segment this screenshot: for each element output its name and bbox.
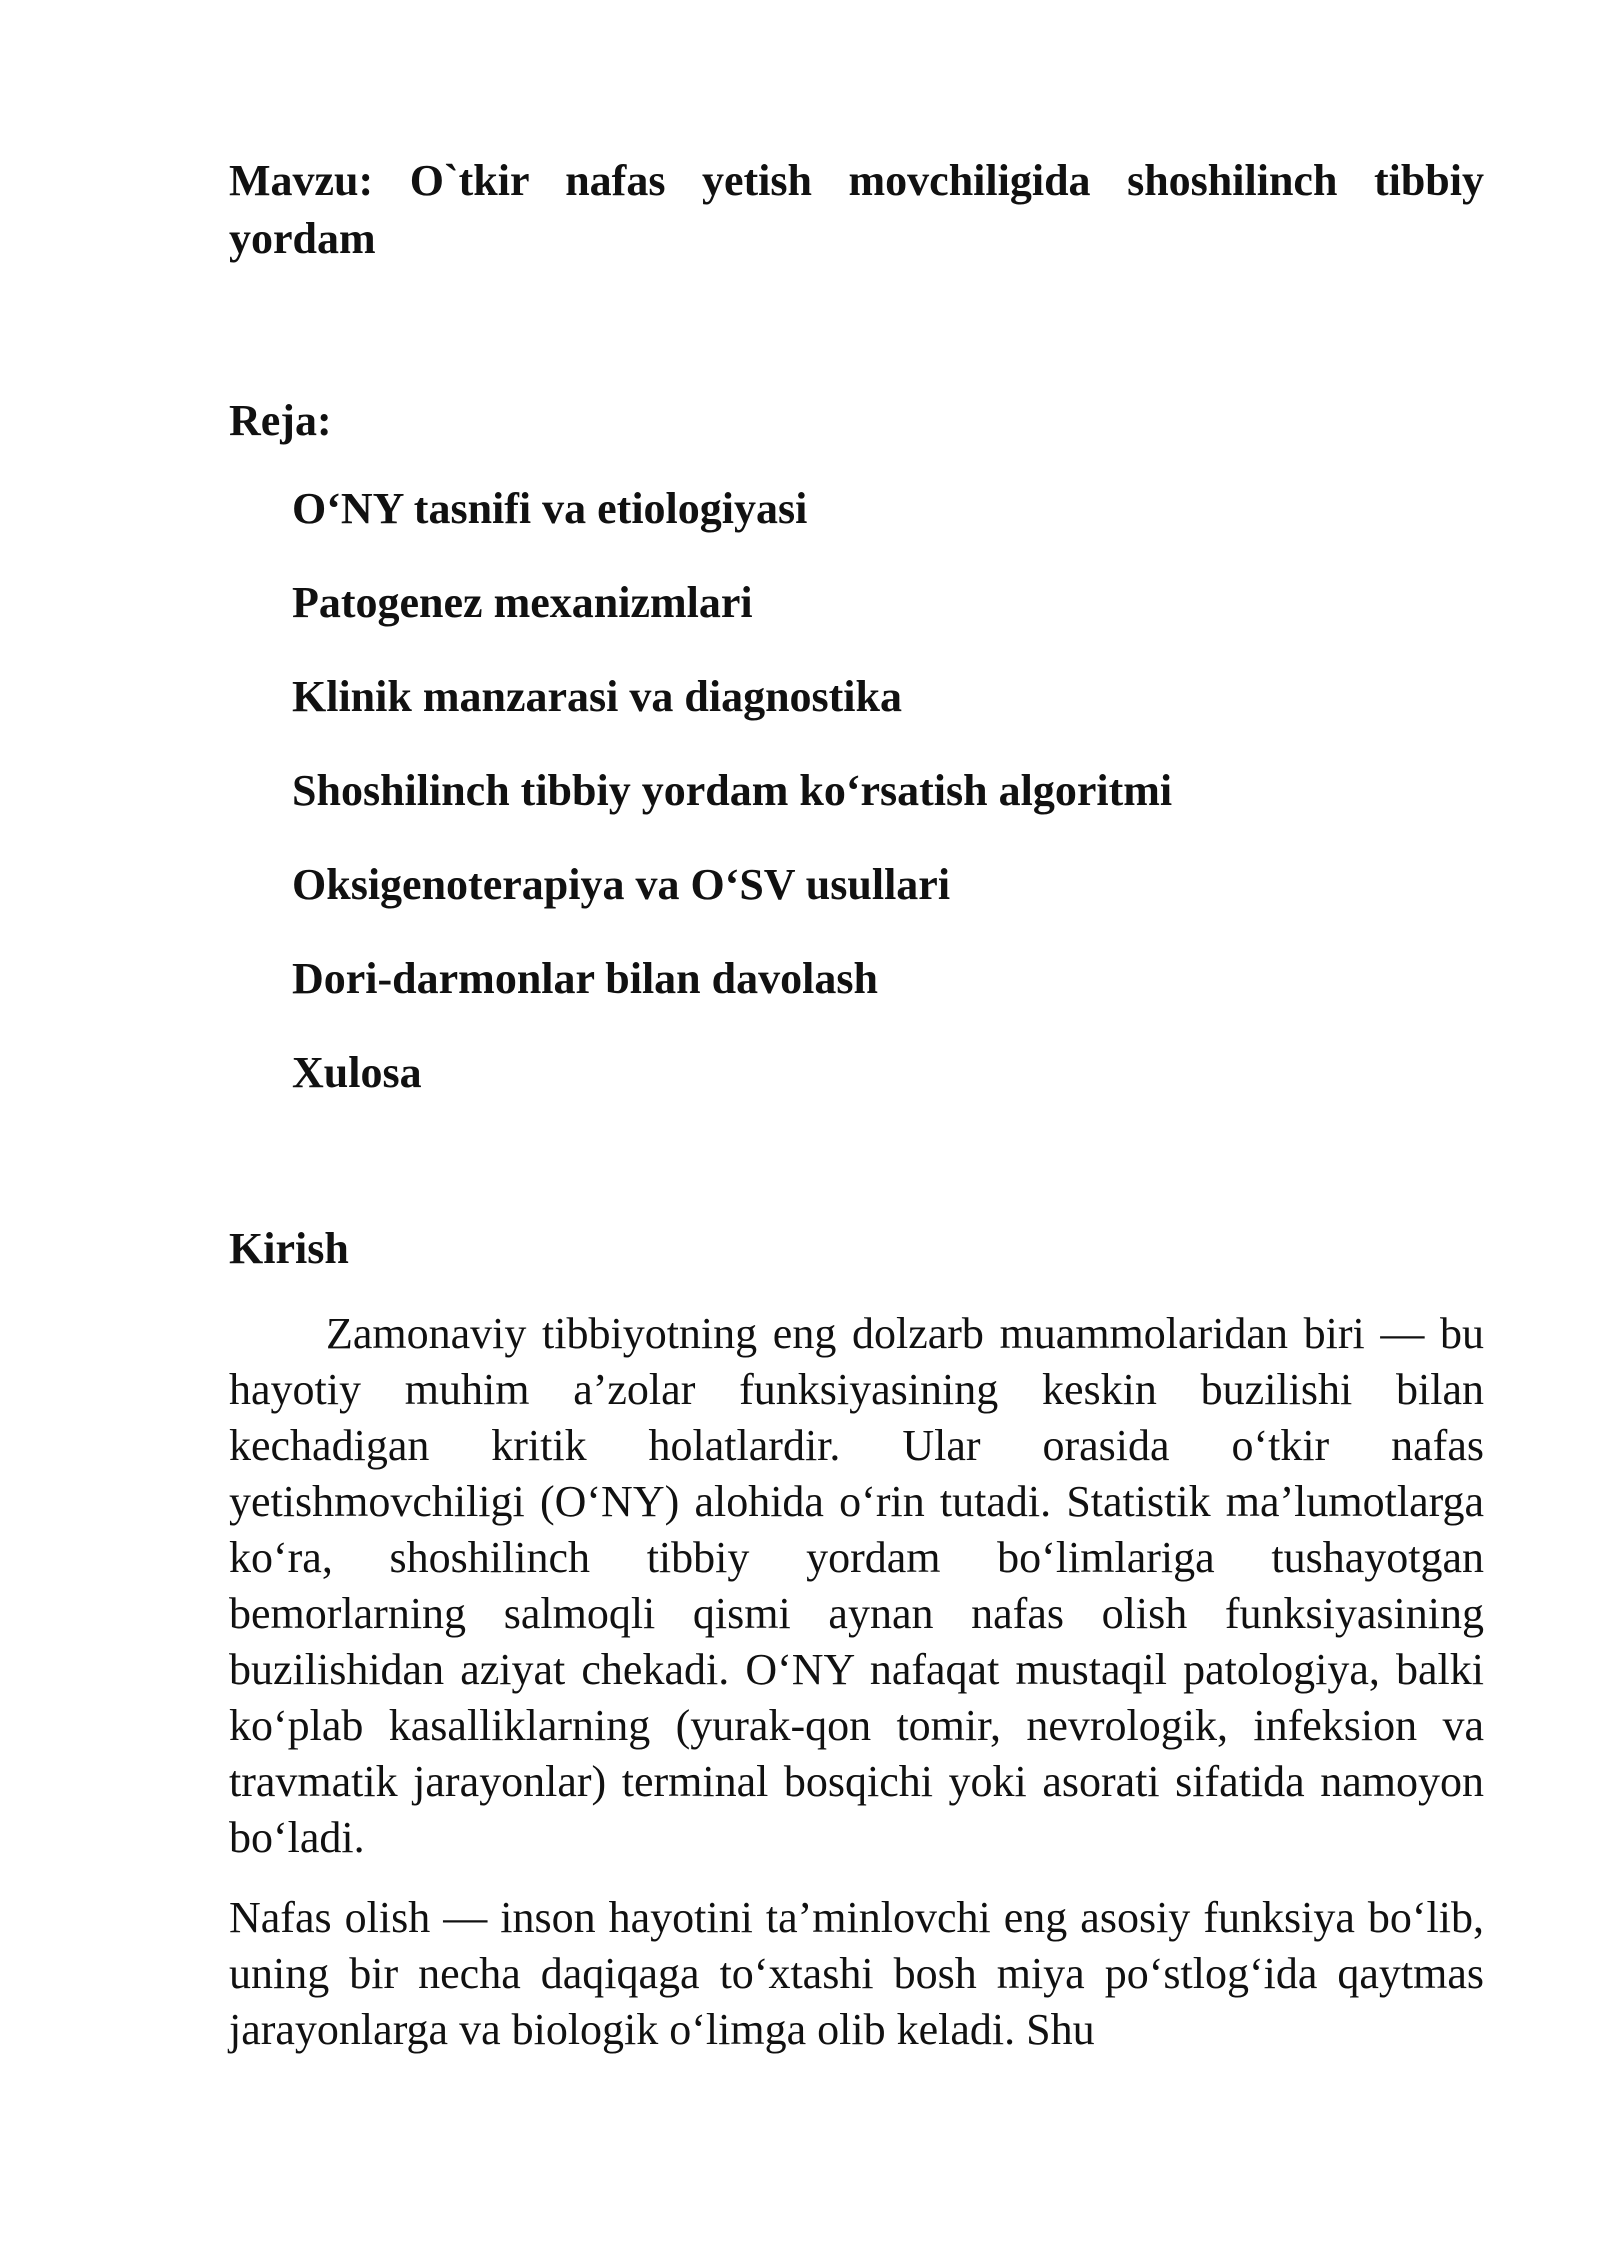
plan-item: Oksigenoterapiya va O‘SV usullari (292, 860, 951, 909)
plan-item: Xulosa (292, 1048, 422, 1097)
document-page (229, 140, 1484, 2058)
intro-heading: Kirish (229, 1224, 349, 1273)
document-title: Mavzu: O`tkir nafas yetish movchiligida shoshilinch tibbiy yordam (229, 156, 1484, 263)
intro-paragraph: Zamonaviy tibbiyotning eng dolzarb muammolaridan biri — bu hayotiy muhim a’zolar funksiyasining keskin buzilishi bilan kechadigan kritik holatlardir. Ular orasida o‘tkir nafas yetishmovchiligi (O‘NY) alohida o‘rin tutadi. Statistik ma’lumotlarga ko‘ra, shoshilinch tibbiy yordam bo‘limlariga tushayotgan bemorlarning salmoqli qismi aynan nafas olish funksiyasining buzilishidan aziyat chekadi. O‘NY nafaqat mustaqil patologiya, balki ko‘plab kasalliklarning (yurak-qon tomir, nevrologik, infeksion va travmatik jarayonlar) terminal bosqichi yoki asorati sifatida namoyon bo‘ladi. (229, 1309, 1484, 1862)
body-paragraph: Nafas olish — inson hayotini ta’minlovchi eng asosiy funksiya bo‘lib, uning bir necha daqiqaga to‘xtashi bosh miya po‘stlog‘ida qaytmas jarayonlarga va biologik o‘limga olib keladi. Shu (229, 1893, 1484, 2054)
plan-item: Patogenez mexanizmlari (292, 578, 753, 627)
plan-item: Klinik manzarasi va diagnostika (292, 672, 903, 721)
plan-heading: Reja: (229, 396, 332, 445)
plan-item: Dori-darmonlar bilan davolash (292, 954, 878, 1003)
plan-item: Shoshilinch tibbiy yordam ko‘rsatish algoritmi (292, 766, 1173, 815)
plan-list (229, 480, 1484, 1102)
plan-item: O‘NY tasnifi va etiologiyasi (292, 484, 808, 533)
